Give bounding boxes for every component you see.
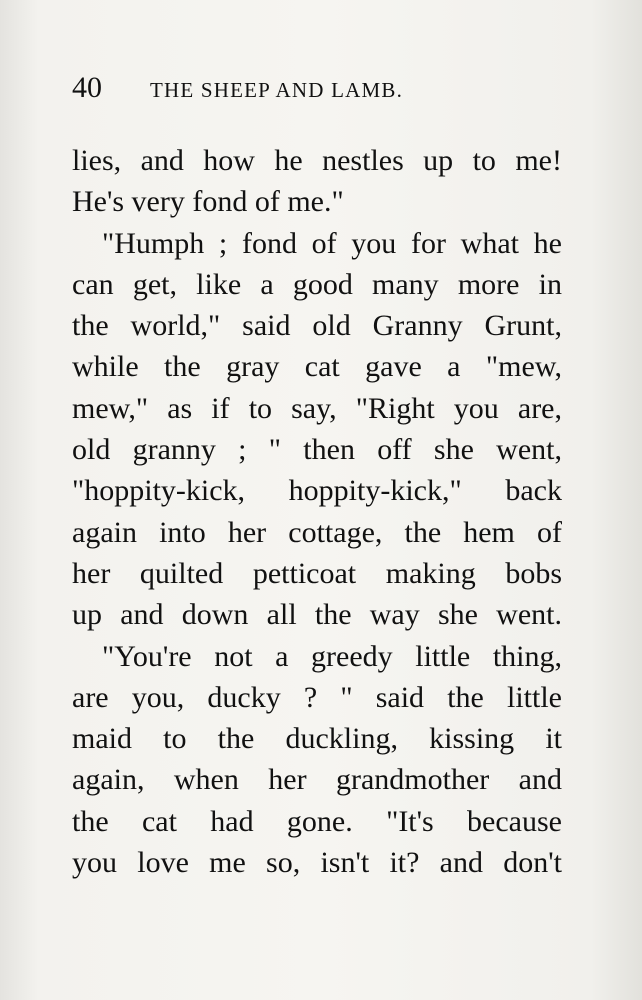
text-line: mew," as if to say, "Right you are, (72, 391, 562, 425)
text-line: "Humph ; fond of you for what he (102, 226, 562, 260)
text-line: the world," said old Granny Grunt, (72, 309, 562, 343)
text-line: are you, ducky ? " said the little (72, 680, 562, 714)
text-line: old granny ; " then off she went, (72, 433, 562, 467)
text-line: her quilted petticoat making bobs (72, 556, 562, 590)
text-line: "You're not a greedy little thing, (102, 639, 562, 673)
text-line: the cat had gone. "It's because (72, 804, 562, 838)
running-head: THE SHEEP AND LAMB. (150, 78, 404, 102)
text-line: while the gray cat gave a "mew, (72, 350, 562, 384)
page-header (72, 68, 572, 108)
text-line: maid to the duckling, kissing it (72, 722, 562, 756)
text-line: up and down all the way she went. (72, 598, 562, 632)
text-line: again, when her grandmother and (72, 763, 562, 797)
page-number: 40 (72, 71, 102, 104)
text-line: again into her cottage, the hem of (72, 515, 562, 549)
body-text (72, 140, 562, 883)
text-line: lies, and how he nestles up to me! (72, 144, 562, 177)
text-line: He's very fond of me." (72, 185, 344, 219)
text-line: can get, like a good many more in (72, 267, 562, 301)
text-line: "hoppity-kick, hoppity-kick," back (72, 474, 562, 508)
text-line: you love me so, isn't it? and don't (72, 846, 562, 880)
